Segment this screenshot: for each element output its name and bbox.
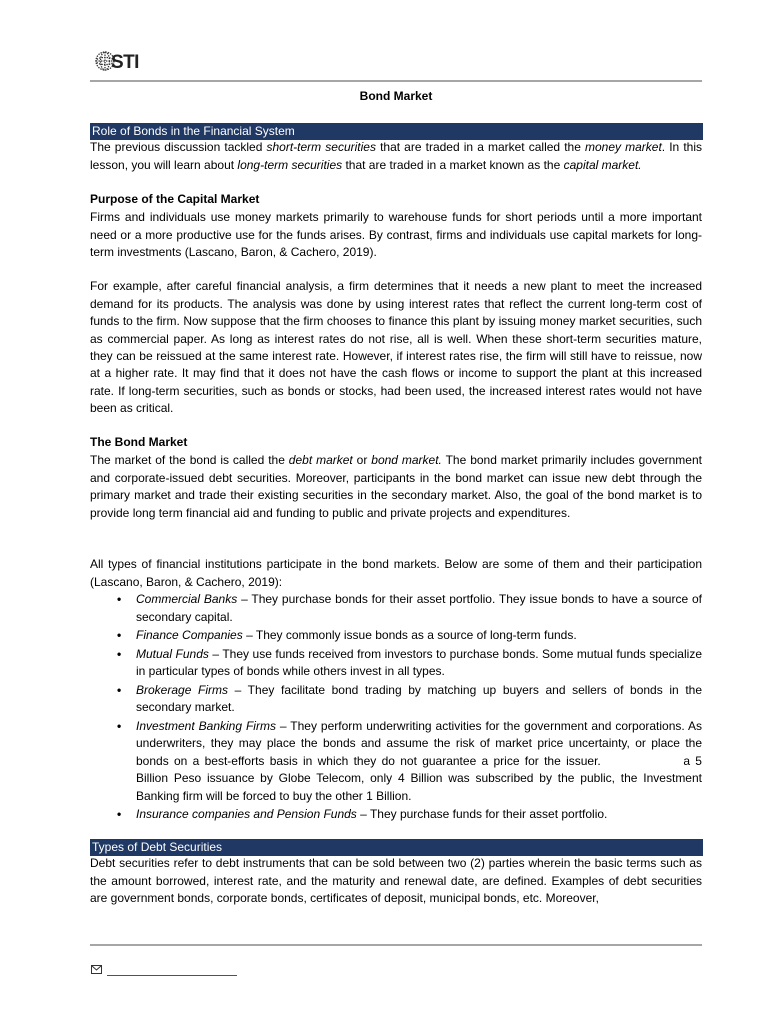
text-run: . In this lesson, you will learn about bbox=[90, 140, 702, 172]
heading-capital-market-purpose: Purpose of the Capital Market bbox=[90, 192, 260, 207]
capital-market-paragraph-1: Firms and individuals use money markets primarily to warehouse funds for short periods until a more important need or a more productive use for the funds arises. By contrast, firms and individuals use capital markets for long-term investments (Lascano, Baron, & Cachero, 2019). bbox=[90, 210, 702, 260]
section-header-role-of-bonds: Role of Bonds in the Financial System bbox=[90, 123, 703, 140]
text-run: The bond market primarily includes government and corporate-issued debt securities. Moreover, participants in the bond market can issue new debt through the primary market and trade their existing securities in the secondary market. Also, the goal of the bond market is to provide long term financial aid and funding to public and private projects and expenditures. bbox=[90, 453, 702, 520]
participant-label: Finance Companies bbox=[136, 628, 243, 643]
bond-market-paragraph-2: All types of financial institutions participate in the bond markets. Below are some of them and their participation (Lascano, Baron, & Cachero, 2019): bbox=[90, 557, 702, 589]
participant-item-investment-banking-firms bbox=[136, 718, 702, 805]
participant-description: – They perform underwriting activities for the government and corporations. As underwriters, they may place the bonds and assume the risk of market price uncertainty, or place the bonds on a best-efforts basis in which they do not guarantee a price for the issuer. bbox=[136, 718, 703, 768]
participant-description-continued: a 5 Billion Peso issuance by Globe Telecom, only 4 Billion was subscribed by the public, the Investment Banking firm will be forced to buy the other 1 Billion. bbox=[136, 753, 702, 803]
participant-description: – They use funds received from investors to purchase bonds. Some mutual funds specialize in particular types of bonds while others invest in all types. bbox=[136, 646, 702, 679]
participant-description: – They purchase bonds for their asset portfolio. They issue bonds to have a source of secondary capital. bbox=[136, 592, 702, 624]
debt-securities-paragraph-1: Debt securities refer to debt instruments that can be sold between two (2) parties wherein the basic terms such as the amount borrowed, interest rate, and the maturity and renewal date, are defined. Examples of debt securities are government bonds, corporate bonds, certificates of deposit, municipal bonds, etc. Moreover, bbox=[90, 856, 702, 906]
sti-logo-graphic bbox=[95, 48, 147, 74]
bond-market-participants-list bbox=[136, 591, 702, 824]
italic-term: money market bbox=[584, 140, 662, 155]
header-divider bbox=[90, 80, 702, 82]
envelope-icon bbox=[91, 965, 102, 974]
text-run: that are traded in a market called the bbox=[375, 140, 585, 155]
participant-item-mutual-funds bbox=[136, 646, 702, 681]
footer-divider bbox=[90, 944, 702, 946]
footer-email-link[interactable] bbox=[107, 962, 237, 976]
heading-bond-market: The Bond Market bbox=[90, 435, 188, 450]
participant-label: Mutual Funds bbox=[136, 646, 209, 661]
participant-description: – They facilitate bond trading by matching up buyers and sellers of bonds in the secondary market. bbox=[136, 682, 702, 715]
participant-label: Investment Banking Firms bbox=[136, 718, 276, 733]
participant-item-brokerage-firms bbox=[136, 682, 702, 717]
section-header-debt-securities-types: Types of Debt Securities bbox=[90, 839, 703, 856]
participant-label: Brokerage Firms bbox=[136, 682, 228, 697]
text-run: that are traded in a market known as the bbox=[342, 157, 564, 172]
italic-term: capital market. bbox=[563, 157, 642, 172]
text-gap bbox=[606, 764, 678, 765]
participant-item-finance-companies bbox=[136, 627, 702, 644]
italic-term: short-term securities bbox=[266, 140, 376, 155]
participant-item-commercial-banks bbox=[136, 591, 702, 626]
bond-market-paragraph-1 bbox=[90, 452, 702, 522]
participant-label: Commercial Banks bbox=[136, 592, 238, 607]
sti-logo bbox=[95, 48, 147, 74]
italic-term: debt market bbox=[288, 453, 353, 468]
participant-item-insurance-pension-funds bbox=[136, 806, 702, 823]
capital-market-paragraph-2: For example, after careful financial analysis, a firm determines that it needs a new plant to meet the increased demand for its products. The analysis was done by using interest rates that reflect the current long-term cost of funds to the firm. Now suppose that the firm chooses to finance this plant by issuing money market securities, such as commercial paper. As long as interest rates do not rise, all is well. When these short-term securities mature, they can be reissued at the same interest rate. However, if interest rates rise, the firm will still have to reissue, now at a higher rate. It may find that it does not have the cash flows or income to support the plant at this increased rate. If long-term securities, such as bonds or stocks, had been used, the increased interest rates would not have been as critical. bbox=[90, 279, 702, 416]
text-run: or bbox=[352, 453, 372, 468]
italic-term: bond market. bbox=[371, 453, 442, 468]
participant-label: Insurance companies and Pension Funds bbox=[136, 807, 357, 822]
italic-term: long-term securities bbox=[237, 157, 343, 172]
participant-description: – They commonly issue bonds as a source of long-term funds. bbox=[242, 628, 577, 643]
text-run: The market of the bond is called the bbox=[90, 453, 289, 468]
text-run: The previous discussion tackled bbox=[90, 140, 267, 155]
page-title: Bond Market bbox=[359, 89, 433, 104]
role-of-bonds-intro bbox=[90, 139, 702, 174]
sti-logo-text: STI bbox=[111, 52, 139, 73]
participant-description: – They purchase funds for their asset portfolio. bbox=[356, 807, 608, 822]
